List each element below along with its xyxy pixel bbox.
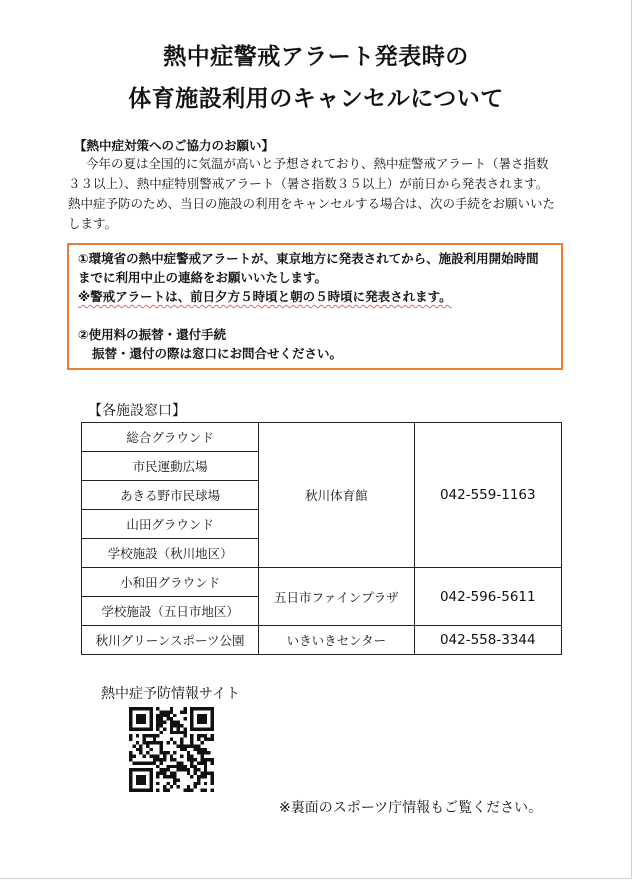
notice-line-3: 熱中症予防のため、当日の施設の利用をキャンセルする場合は、次の手続をお願いいた [68, 196, 556, 211]
facility-cell: 山田グラウンド [82, 510, 259, 539]
notice-line-4: します。 [68, 216, 118, 231]
phone-cell: 042-558-3344 [414, 626, 561, 655]
office-cell: 五日市ファインプラザ [259, 568, 414, 626]
facility-cell: あきる野市民球場 [82, 481, 259, 510]
office-cell: 秋川体育館 [259, 423, 414, 568]
procedure-2-heading: ②使用料の振替・還付手続 [78, 327, 227, 342]
facility-cell: 秋川グリーンスポーツ公園 [82, 626, 259, 655]
alert-timing-note: ※警戒アラートは、前日夕方５時頃と朝の５時頃に発表されます。 [78, 289, 452, 304]
table-row [82, 423, 562, 452]
facility-table [81, 422, 562, 655]
table-row [82, 626, 562, 655]
notice-line-1: 今年の夏は全国的に気温が高いと予想されており、熱中症警戒アラート（暑さ指数 [86, 156, 549, 171]
office-cell: いきいきセンター [259, 626, 414, 655]
facility-cell: 市民運動広場 [82, 452, 259, 481]
title-line-1: 熱中症警戒アラート発表時の [163, 44, 469, 70]
facility-counter-label: 【各施設窓口】 [88, 403, 186, 419]
procedure-1-line-1: ①環境省の熱中症警戒アラートが、東京地方に発表されてから、施設利用開始時間 [78, 251, 539, 266]
facility-cell: 学校施設（秋川地区） [82, 539, 259, 568]
title-line-2: 体育施設利用のキャンセルについて [128, 86, 504, 112]
table-row [82, 568, 562, 597]
notice-heading: 【熱中症対策へのご協力のお願い】 [74, 138, 275, 153]
notice-body [68, 154, 560, 234]
procedure-1-line-2: までに利用中止の連絡をお願いいたします。 [78, 270, 328, 285]
procedure-2-body: 振替・還付の際は窓口にお問合せください。 [92, 346, 343, 361]
procedure-box [67, 243, 563, 370]
facility-cell: 小和田グラウンド [82, 568, 259, 597]
facility-cell: 総合グラウンド [82, 423, 259, 452]
phone-cell: 042-596-5611 [414, 568, 561, 626]
notice-line-2: ３３以上）、熱中症特別警戒アラート（暑さ指数３５以上）が前日から発表されます。 [68, 176, 549, 191]
phone-cell: 042-559-1163 [414, 423, 561, 568]
qr-code-icon[interactable] [129, 707, 214, 792]
qr-label: 熱中症予防情報サイト [101, 686, 241, 702]
facility-cell: 学校施設（五日市地区） [82, 597, 259, 626]
back-page-note: ※裏面のスポーツ庁情報もご覧ください。 [279, 800, 543, 816]
